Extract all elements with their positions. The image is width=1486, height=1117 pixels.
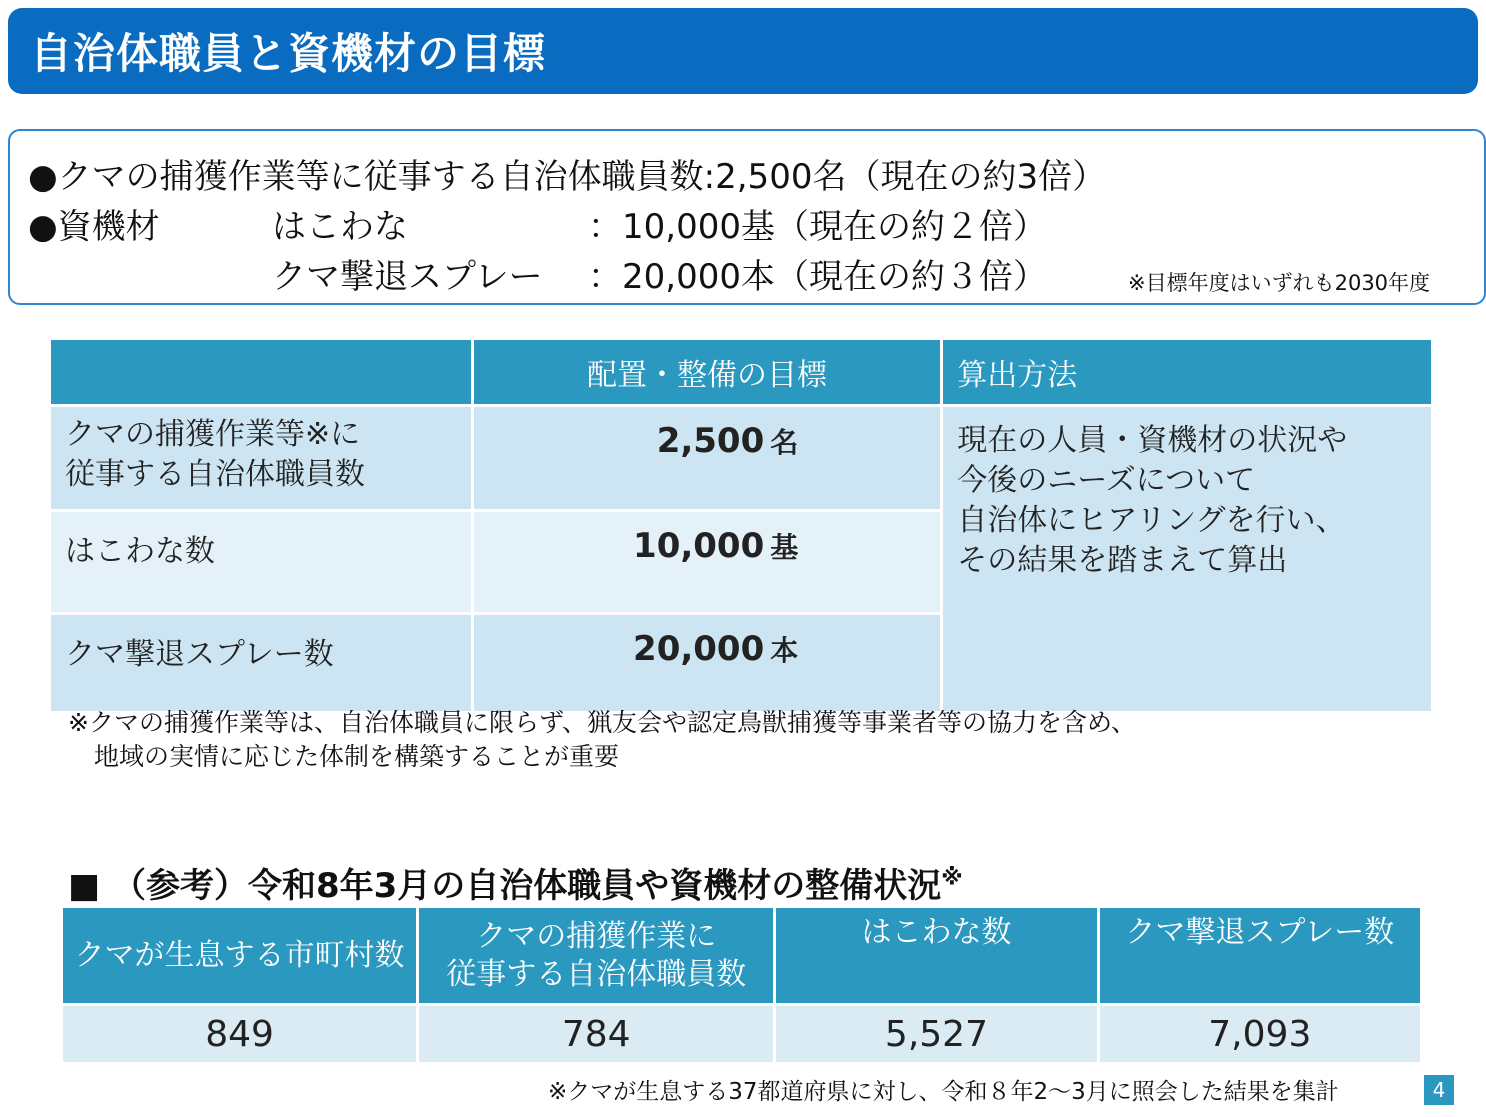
survey-footnote: ※クマが生息する37都道府県に対し、令和８年2～3月に照会した結果を集計 xyxy=(548,1079,1339,1105)
header-staff xyxy=(418,907,775,1005)
reference-table xyxy=(60,905,1423,1065)
header-line: はこわな数 xyxy=(861,915,1012,950)
value-traps: 5,527 xyxy=(775,1005,1098,1064)
target-table xyxy=(48,337,1434,714)
method-cell xyxy=(942,406,1433,713)
header-sprays xyxy=(1098,907,1421,1005)
method-line: 今後のニーズについて xyxy=(957,463,1256,498)
row-value xyxy=(472,511,941,614)
row-label: クマ撃退スプレー数 xyxy=(50,614,473,713)
footnote-line: 地域の実情に応じた体制を構築することが重要 xyxy=(94,742,620,771)
summary-spray-label: クマ撃退スプレー xyxy=(272,257,543,297)
header-line: 従事する自治体職員数 xyxy=(446,956,747,992)
summary-staff-line: ●クマの捕獲作業等に従事する自治体職員数:2,500名（現在の約3倍） xyxy=(28,157,1107,197)
reference-heading-text: ■ （参考）令和8年3月の自治体職員や資機材の整備状況 xyxy=(68,866,942,906)
value-number: 2,500 xyxy=(656,421,765,461)
summary-trap-value: ：10,000基（現在の約２倍） xyxy=(588,207,1047,247)
summary-equipment-label: ●資機材 xyxy=(28,207,160,247)
header-line: クマが生息する市町村数 xyxy=(74,937,405,973)
value-number: 10,000 xyxy=(633,526,765,566)
summary-trap-label: はこわな xyxy=(272,207,408,247)
method-line: 自治体にヒアリングを行い、 xyxy=(957,503,1346,538)
value-unit: 基 xyxy=(770,531,799,564)
table-row xyxy=(50,406,1433,511)
header-municipalities xyxy=(62,907,418,1005)
footnote-line: ※クマの捕獲作業等は、自治体職員に限らず、猟友会や認定鳥獣捕獲等事業者等の協力を含め、 xyxy=(68,708,1136,737)
value-sprays: 7,093 xyxy=(1098,1005,1421,1064)
target-table-header xyxy=(50,339,1433,406)
value-municipalities: 849 xyxy=(62,1005,418,1064)
reference-table-header xyxy=(62,907,1422,1005)
title-bar xyxy=(8,8,1478,94)
value-unit: 名 xyxy=(770,426,799,459)
table-row xyxy=(62,1005,1422,1064)
row-label xyxy=(50,406,473,511)
page-number: 4 xyxy=(1424,1075,1454,1105)
row-label-line: クマの捕獲作業等※に xyxy=(65,417,361,452)
header-method: 算出方法 xyxy=(942,339,1433,406)
header-blank xyxy=(50,339,473,406)
header-traps xyxy=(775,907,1098,1005)
value-unit: 本 xyxy=(770,634,799,667)
page-title: 自治体職員と資機材の目標 xyxy=(30,29,547,78)
row-value xyxy=(472,614,941,713)
summary-target-year-note: ※目標年度はいずれも2030年度 xyxy=(1128,271,1431,295)
method-line: 現在の人員・資機材の状況や xyxy=(957,423,1348,458)
summary-spray-value: ：20,000本（現在の約３倍） xyxy=(588,257,1047,297)
method-line: その結果を踏まえて算出 xyxy=(957,543,1288,578)
reference-heading-mark: ※ xyxy=(941,865,963,891)
capture-work-footnote xyxy=(68,706,1136,774)
summary-box xyxy=(8,129,1486,305)
header-line: クマの捕獲作業に xyxy=(476,918,717,954)
reference-heading xyxy=(68,858,963,907)
row-label: はこわな数 xyxy=(50,511,473,614)
value-number: 20,000 xyxy=(633,629,765,669)
row-label-line: 従事する自治体職員数 xyxy=(65,457,365,492)
row-value xyxy=(472,406,941,511)
header-line: クマ撃退スプレー数 xyxy=(1125,915,1395,950)
value-staff: 784 xyxy=(418,1005,775,1064)
header-target: 配置・整備の目標 xyxy=(472,339,941,406)
